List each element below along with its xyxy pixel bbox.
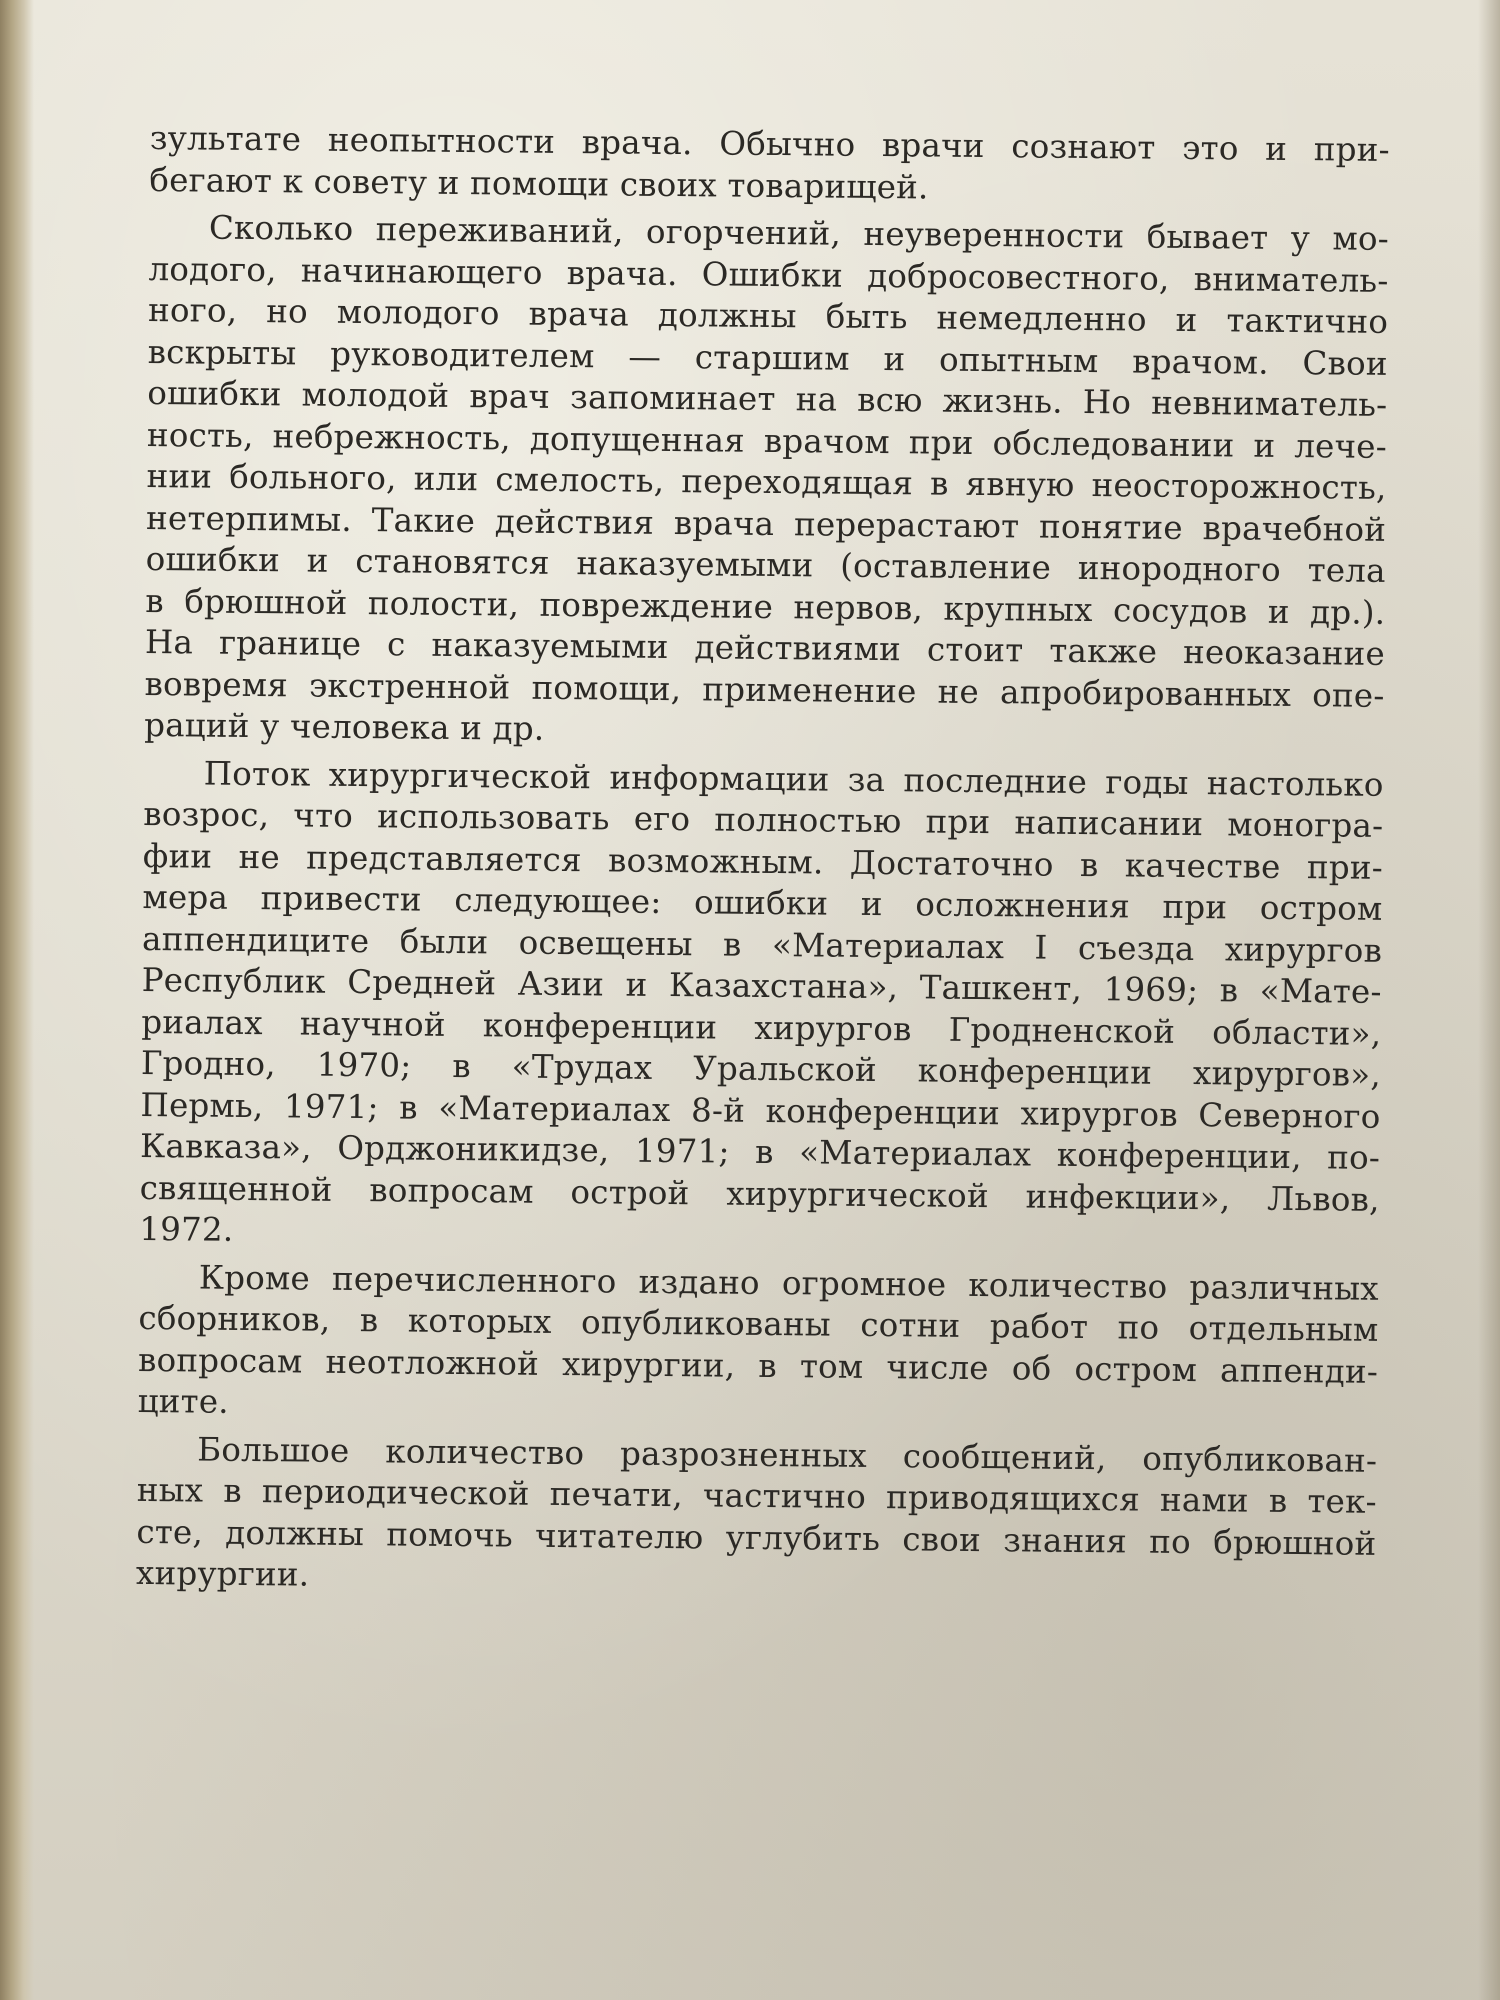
text-line: Кавказа», Орджоникидзе, 1971; в «Материалах конференции, по- xyxy=(139,1126,1381,1177)
text-line: нетерпимы. Такие действия врача перерастают понятие врачебной xyxy=(145,498,1387,549)
text-line: Республик Средней Азии и Казахстана», Ташкент, 1969; в «Мате- xyxy=(141,960,1382,1011)
body-text xyxy=(136,118,1390,1612)
text-line: ците. xyxy=(137,1381,229,1421)
paragraph-3 xyxy=(139,752,1384,1262)
text-line: Кроме перечисленного издано огромное количество различных xyxy=(198,1258,1380,1308)
text-line: Большое количество разрозненных сообщений, опубликован- xyxy=(197,1430,1378,1480)
text-line: ность, небрежность, допущенная врачом при обследовании и лече- xyxy=(146,415,1388,466)
text-line: мера привести следующее: ошибки и осложнения при остром xyxy=(142,877,1383,928)
text-line: лодого, начинающего врача. Ошибки добросовестного, вниматель- xyxy=(148,249,1389,300)
paragraph-1 xyxy=(149,118,1390,213)
text-line: бегают к совету и помощи своих товарищей. xyxy=(149,160,929,206)
text-line: ошибки молодой врач запоминает на всю жизнь. Но невниматель- xyxy=(147,373,1388,424)
text-line: ных в периодической печати, частично приводящихся нами в тек- xyxy=(136,1470,1377,1521)
text-line: вопросам неотложной хирургии, в том числе об остром аппенди- xyxy=(137,1340,1379,1391)
text-line: ного, но молодого врача должны быть немедленно и тактично xyxy=(147,290,1389,341)
text-line: нии больного, или смелость, переходящая в явную неосторожность, xyxy=(146,456,1387,507)
text-line: в брюшной полости, повреждение нервов, крупных сосудов и др.). xyxy=(145,581,1386,632)
text-line: 1972. xyxy=(139,1209,234,1249)
text-line: вовремя экстренной помощи, применение не апробированных опе- xyxy=(144,664,1385,715)
text-line: священной вопросам острой хирургической инфекции», Львов, xyxy=(139,1168,1380,1219)
text-line: риалах научной конференции хирургов Гродненской области», xyxy=(141,1002,1382,1053)
text-line: сте, должны помочь читателю углубить свои знания по брюшной xyxy=(136,1512,1377,1563)
book-spine-shadow xyxy=(0,0,34,2000)
text-line: Гродно, 1970; в «Трудах Уральской конференции хирургов», xyxy=(140,1043,1382,1094)
text-line: Поток хирургической информации за последние годы настолько xyxy=(203,754,1384,804)
text-line: зультате неопытности врача. Обычно врачи сознают это и при- xyxy=(149,118,1390,169)
text-line: раций у человека и др. xyxy=(143,705,545,748)
page-edge-shadow xyxy=(1478,0,1500,2000)
text-line: фии не представляется возможным. Достаточно в качестве при- xyxy=(142,836,1384,887)
text-line: ошибки и становятся наказуемыми (оставление инородного тела xyxy=(145,539,1386,590)
text-line: На границе с наказуемыми действиями стоит также неоказание xyxy=(144,622,1386,673)
text-line: сборников, в которых опубликованы сотни работ по отдельным xyxy=(138,1298,1379,1349)
paragraph-2 xyxy=(144,207,1389,758)
paragraph-5 xyxy=(136,1428,1378,1606)
text-line: аппендиците были освещены в «Материалах I съезда хирургов xyxy=(141,919,1383,970)
paragraph-4 xyxy=(137,1256,1379,1434)
text-line: возрос, что использовать его полностью при написании моногра- xyxy=(143,794,1384,845)
text-line: хирургии. xyxy=(135,1553,310,1594)
text-line: вскрыты руководителем — старшим и опытным врачом. Свои xyxy=(147,332,1388,383)
text-line: Пермь, 1971; в «Материалах 8-й конференции хирургов Северного xyxy=(140,1085,1381,1136)
text-line: Сколько переживаний, огорчений, неуверенности бывает у мо- xyxy=(208,208,1390,258)
